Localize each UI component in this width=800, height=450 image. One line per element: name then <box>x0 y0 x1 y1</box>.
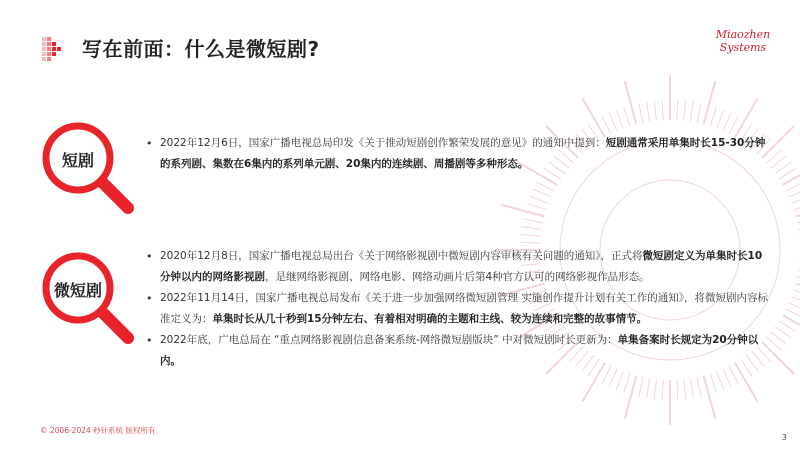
brand-logo <box>710 28 776 64</box>
list-item: • 2022年底，广电总局在 “重点网络影视剧信息备案系统-网络微短剧版块” 中对微短剧时长更新为：单集备案时长规定为20分钟以内。 <box>146 330 772 372</box>
arrow-logo-icon <box>40 36 66 62</box>
bullet-list-micro-drama <box>146 246 772 372</box>
page-title: 写在前面：什么是微短剧? <box>82 37 320 61</box>
list-item: • 2022年12月6日，国家广播电视总局印发《关于推动短剧创作繁荣发展的意见》的通知中提到：短剧通常采用单集时长15-30分钟的系列剧、集数在6集内的系列单元剧、20集内的连续剧、周播剧等多种形态。 <box>146 133 772 175</box>
bullet-list-short-drama <box>146 133 772 175</box>
section-label-short-drama: 短剧 <box>61 151 94 170</box>
list-item: • 2022年11月14日，国家广播电视总局发布《关于进一步加强网络微短剧管理 实施创作提升计划有关工作的通知》，将微短剧内容标准定义为：单集时长从几十秒到15分钟左右、有着相对明确的主题和主线、较为连续和完整的故事情节。 <box>146 288 772 330</box>
list-item: • 2020年12月8日，国家广播电视总局出台《关于网络影视剧中微短剧内容审核有关问题的通知》，正式将微短剧定义为单集时长10分钟以内的网络影视剧，是继网络影视剧、网络电影、网络动画片后第4种官方认可的网络影视作品形态。 <box>146 246 772 288</box>
magnifier-icon <box>38 248 138 348</box>
section-label-micro-drama: 微短剧 <box>53 281 102 300</box>
magnifier-icon <box>38 118 138 218</box>
brand-name-line1: Miaozhen <box>715 28 771 41</box>
footer-copyright: © 2006-2024 秒针系统 版权所有 <box>40 426 156 435</box>
page-number: 3 <box>782 433 787 442</box>
brand-name-line2: Systems <box>719 41 767 54</box>
